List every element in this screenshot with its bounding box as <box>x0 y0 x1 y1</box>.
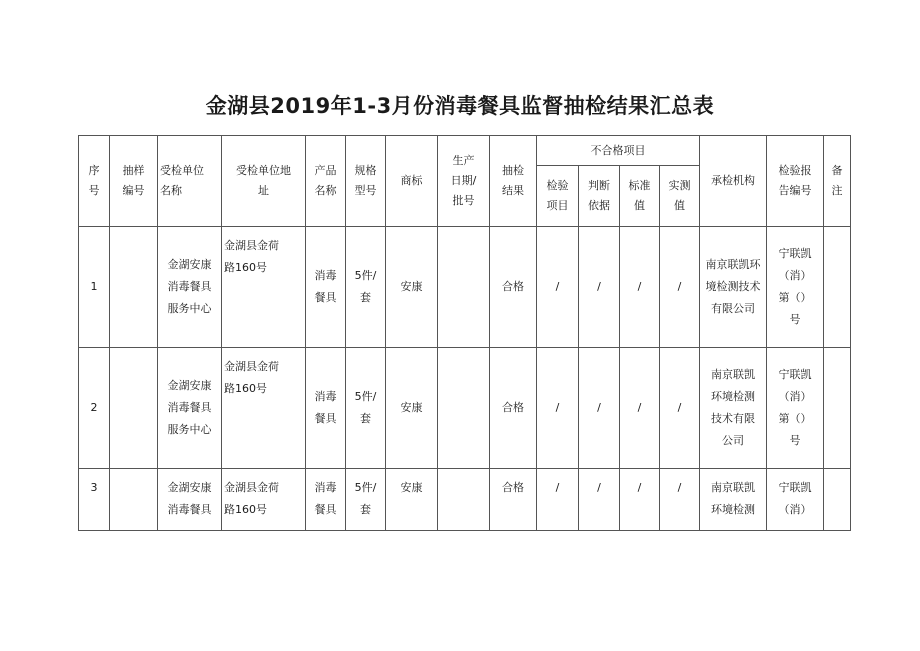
cell-nc-standard: / <box>620 227 660 348</box>
cell-product: 消毒 餐具 <box>306 348 346 469</box>
cell-seq: 1 <box>79 227 110 348</box>
header-institution: 承检机构 <box>700 136 767 227</box>
cell-product: 消毒 餐具 <box>306 469 346 531</box>
cell-nc-standard: / <box>620 348 660 469</box>
header-row-1 <box>79 136 851 166</box>
cell-nc-measured: / <box>660 227 700 348</box>
cell-institution: 南京联凯环 境检测技术 有限公司 <box>700 227 767 348</box>
cell-sample-no <box>110 227 158 348</box>
header-brand: 商标 <box>386 136 438 227</box>
cell-remarks <box>824 348 851 469</box>
cell-product: 消毒 餐具 <box>306 227 346 348</box>
cell-spec: 5件/ 套 <box>346 469 386 531</box>
header-spec: 规格 型号 <box>346 136 386 227</box>
cell-address: 金湖县金荷 路160号 <box>222 469 306 531</box>
cell-brand: 安康 <box>386 227 438 348</box>
cell-unit: 金湖安康 消毒餐具 <box>158 469 222 531</box>
header-nc-standard: 标准 值 <box>620 166 660 227</box>
header-result: 抽检 结果 <box>490 136 537 227</box>
cell-address: 金湖县金荷 路160号 <box>222 348 306 469</box>
cell-nc-measured: / <box>660 469 700 531</box>
cell-result: 合格 <box>490 469 537 531</box>
table-row <box>79 348 851 469</box>
cell-unit: 金湖安康 消毒餐具 服务中心 <box>158 348 222 469</box>
cell-nc-basis: / <box>579 469 620 531</box>
header-product-name: 产品 名称 <box>306 136 346 227</box>
cell-seq: 2 <box>79 348 110 469</box>
cell-nc-measured: / <box>660 348 700 469</box>
table-row <box>79 227 851 348</box>
cell-nc-items: / <box>537 469 579 531</box>
cell-address: 金湖县金荷 路160号 <box>222 227 306 348</box>
cell-nc-items: / <box>537 227 579 348</box>
cell-remarks <box>824 227 851 348</box>
cell-date <box>438 469 490 531</box>
header-nc-measured: 实测 值 <box>660 166 700 227</box>
cell-date <box>438 348 490 469</box>
cell-sample-no <box>110 348 158 469</box>
cell-spec: 5件/ 套 <box>346 348 386 469</box>
cell-nc-basis: / <box>579 227 620 348</box>
cell-nc-basis: / <box>579 348 620 469</box>
cell-report: 宁联凯 （消） 第（） 号 <box>767 227 824 348</box>
header-nc-basis: 判断 依据 <box>579 166 620 227</box>
cell-date <box>438 227 490 348</box>
table-row <box>79 469 851 531</box>
results-table <box>78 135 851 531</box>
cell-result: 合格 <box>490 227 537 348</box>
cell-brand: 安康 <box>386 348 438 469</box>
cell-brand: 安康 <box>386 469 438 531</box>
cell-institution: 南京联凯 环境检测 技术有限 公司 <box>700 348 767 469</box>
header-nc-items: 检验 项目 <box>537 166 579 227</box>
header-remarks: 备 注 <box>824 136 851 227</box>
header-seq: 序 号 <box>79 136 110 227</box>
cell-result: 合格 <box>490 348 537 469</box>
cell-institution: 南京联凯 环境检测 <box>700 469 767 531</box>
cell-sample-no <box>110 469 158 531</box>
header-inspected-unit: 受检单位 名称 <box>158 136 222 227</box>
cell-seq: 3 <box>79 469 110 531</box>
header-sample-no: 抽样 编号 <box>110 136 158 227</box>
cell-remarks <box>824 469 851 531</box>
cell-report: 宁联凯 （消） <box>767 469 824 531</box>
page-title: 金湖县2019年1-3月份消毒餐具监督抽检结果汇总表 <box>205 94 715 118</box>
cell-unit: 金湖安康 消毒餐具 服务中心 <box>158 227 222 348</box>
header-production-date: 生产 日期/ 批号 <box>438 136 490 227</box>
header-nonconforming: 不合格项目 <box>537 136 700 166</box>
cell-report: 宁联凯 （消） 第（） 号 <box>767 348 824 469</box>
cell-nc-items: / <box>537 348 579 469</box>
header-unit-address: 受检单位地 址 <box>222 136 306 227</box>
cell-spec: 5件/ 套 <box>346 227 386 348</box>
header-report-no: 检验报 告编号 <box>767 136 824 227</box>
cell-nc-standard: / <box>620 469 660 531</box>
